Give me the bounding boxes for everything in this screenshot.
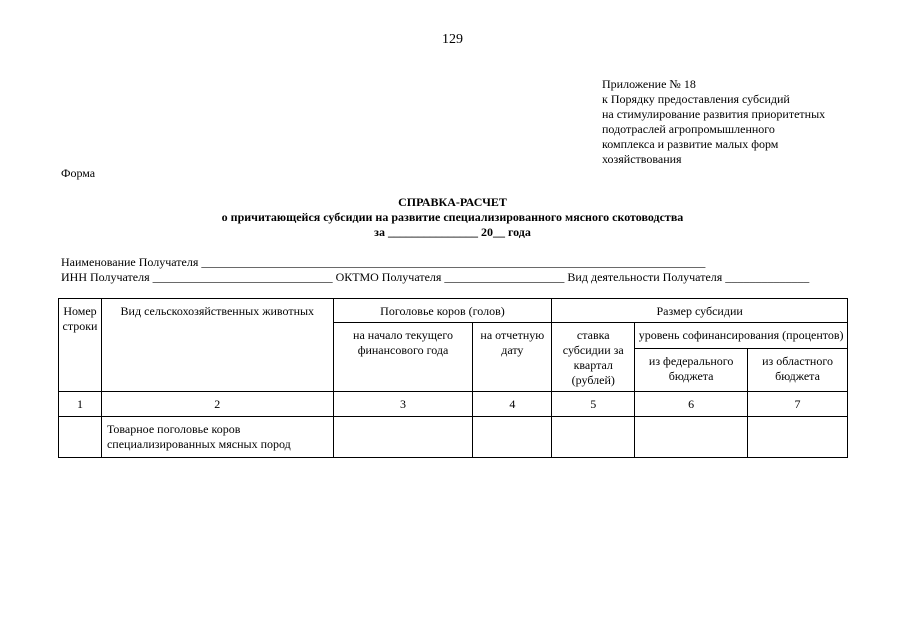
column-number: 3 (333, 392, 473, 417)
header-livestock: Поголовье коров (голов) (333, 299, 552, 323)
appendix-line: подотраслей агропромышленного (602, 122, 775, 136)
header-row-number: Номер строки (59, 299, 102, 392)
cell-start-year[interactable] (333, 417, 473, 458)
header-cofinancing: уровень софинансирования (процентов) (635, 323, 848, 349)
column-number: 4 (473, 392, 552, 417)
page-number: 129 (442, 32, 463, 47)
cell-rate[interactable] (552, 417, 635, 458)
header-rate: ставка субсидии за квартал (рублей) (552, 323, 635, 392)
column-number-row (59, 392, 848, 417)
appendix-note (602, 77, 825, 167)
table-row (59, 417, 848, 458)
header-subsidy-size: Размер субсидии (552, 299, 848, 323)
subsidy-table (58, 298, 848, 458)
cell-federal[interactable] (635, 417, 748, 458)
appendix-line: хозяйствования (602, 152, 682, 166)
column-number: 1 (59, 392, 102, 417)
column-number: 7 (748, 392, 848, 417)
column-number: 5 (552, 392, 635, 417)
title-main: СПРАВКА-РАСЧЕТ (398, 195, 507, 209)
appendix-line: на стимулирование развития приоритетных (602, 107, 826, 121)
table-header-row (59, 299, 848, 323)
title-period: за _______________ 20__ года (374, 225, 531, 239)
cell-regional[interactable] (748, 417, 848, 458)
appendix-line: к Порядку предоставления субсидий (602, 92, 790, 106)
header-federal: из федерального бюджета (635, 349, 748, 392)
title-subject: о причитающейся субсидии на развитие специализированного мясного скотоводства (221, 210, 684, 224)
recipient-name-field: Наименование Получателя ____________________________________________________________________________________ (61, 255, 706, 269)
appendix-line: комплекса и развитие малых форм (602, 137, 779, 151)
header-report-date: на отчетную дату (473, 323, 552, 392)
recipient-ids-field: ИНН Получателя ______________________________ ОКТМО Получателя ____________________ Вид деятельности Получателя ______________ (61, 270, 810, 284)
form-label: Форма (61, 166, 96, 180)
header-start-year: на начало текущего финансового года (333, 323, 473, 392)
appendix-line: Приложение № 18 (602, 77, 696, 91)
cell-animal-type: Товарное поголовье коров специализированных мясных пород (101, 417, 333, 458)
column-number: 6 (635, 392, 748, 417)
cell-report-date[interactable] (473, 417, 552, 458)
column-number: 2 (101, 392, 333, 417)
document-title (0, 195, 905, 240)
header-animal-type: Вид сельскохозяйственных животных (101, 299, 333, 392)
header-regional: из областного бюджета (748, 349, 848, 392)
cell-row-number[interactable] (59, 417, 102, 458)
